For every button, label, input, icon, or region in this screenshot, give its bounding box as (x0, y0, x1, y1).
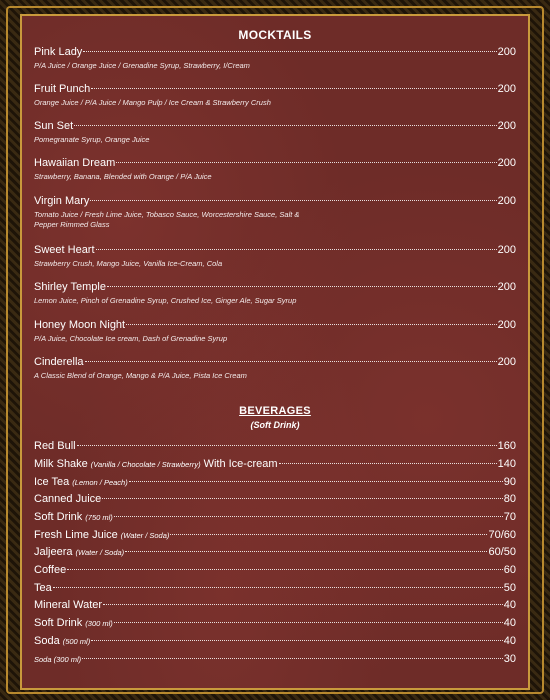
item-note: (Water / Soda) (75, 548, 125, 557)
item-name: Shirley Temple (34, 281, 106, 293)
item-note: (Lemon / Peach) (72, 478, 128, 487)
beverage-item (34, 493, 516, 505)
beverage-item (34, 458, 516, 470)
beverage-item (34, 635, 516, 647)
dot-leader (96, 249, 497, 250)
dot-leader (129, 481, 503, 482)
dot-leader (90, 200, 496, 201)
mocktail-item (34, 195, 516, 207)
mocktail-item (34, 157, 516, 169)
item-name: Sweet Heart (34, 244, 95, 256)
dot-leader (102, 498, 502, 499)
dot-leader (53, 587, 503, 588)
dot-leader (85, 361, 497, 362)
item-price: 200 (497, 244, 516, 256)
item-name: Red Bull (34, 440, 76, 452)
item-note: (Water / Soda) (120, 531, 170, 540)
item-description: Tomato Juice / Fresh Lime Juice, Tobasco Sauce, Worcestershire Sauce, Salt & Pepper Rimmed Glass (34, 210, 300, 229)
item-description: Lemon Juice, Pinch of Grenadine Syrup, Crushed Ice, Ginger Ale, Sugar Syrup (34, 296, 297, 305)
item-price: 200 (497, 195, 516, 207)
beverage-item (34, 529, 516, 541)
dot-leader (83, 51, 496, 52)
dot-leader (77, 445, 497, 446)
item-name: Soda (34, 635, 60, 647)
item-name: Hawaiian Dream (34, 157, 116, 169)
item-price: 200 (497, 281, 516, 293)
mocktails-title: MOCKTAILS (238, 28, 312, 42)
item-note: Soda (300 ml) (34, 655, 82, 664)
item-name: Soft Drink (34, 511, 83, 523)
item-price: 60 (503, 564, 516, 576)
item-price: 60/50 (488, 546, 516, 558)
item-price: 40 (503, 635, 516, 647)
item-description: Strawberry, Banana, Blended with Orange / P/A Juice (34, 172, 212, 181)
item-price: 30 (503, 653, 516, 665)
item-name: Jaljeera (34, 546, 73, 558)
item-name: Pink Lady (34, 46, 83, 58)
item-name: Fruit Punch (34, 83, 91, 95)
beverage-item (34, 582, 516, 594)
beverage-item (34, 653, 516, 665)
item-description: A Classic Blend of Orange, Mango & P/A Juice, Pista Ice Cream (34, 371, 247, 380)
item-price: 200 (497, 46, 516, 58)
mocktail-item (34, 244, 516, 256)
item-price: 90 (503, 476, 516, 488)
beverage-item (34, 564, 516, 576)
item-description: Pomegranate Syrup, Orange Juice (34, 135, 150, 144)
item-price: 200 (497, 157, 516, 169)
item-name: Canned Juice (34, 493, 102, 505)
beverage-item (34, 476, 516, 488)
item-description: P/A Juice, Chocolate Ice cream, Dash of Grenadine Syrup (34, 334, 228, 343)
beverages-title: BEVERAGES (239, 405, 311, 417)
item-name: Honey Moon Night (34, 319, 126, 331)
dot-leader (82, 658, 503, 659)
dot-leader (114, 622, 503, 623)
item-price: 200 (497, 319, 516, 331)
dot-leader (170, 534, 487, 535)
mocktail-item (34, 46, 516, 58)
item-name: Virgin Mary (34, 195, 90, 207)
dot-leader (114, 516, 503, 517)
item-price: 80 (503, 493, 516, 505)
item-price: 160 (497, 440, 516, 452)
item-name: Sun Set (34, 120, 74, 132)
item-price: 40 (503, 617, 516, 629)
dot-leader (279, 463, 497, 464)
dot-leader (116, 162, 496, 163)
item-name: Milk Shake (34, 458, 88, 470)
dot-leader (74, 125, 497, 126)
item-description: Strawberry Crush, Mango Juice, Vanilla Ice-Cream, Cola (34, 259, 223, 268)
item-note: (500 ml) (62, 637, 91, 646)
mocktail-item (34, 281, 516, 293)
item-name: Fresh Lime Juice (34, 529, 118, 541)
item-name-suffix: With Ice-cream (203, 458, 278, 470)
beverage-item (34, 617, 516, 629)
item-name: Mineral Water (34, 599, 103, 611)
dot-leader (103, 604, 503, 605)
item-price: 200 (497, 356, 516, 368)
mocktail-item (34, 83, 516, 95)
dot-leader (125, 551, 487, 552)
mocktail-item (34, 120, 516, 132)
mocktail-item (34, 356, 516, 368)
beverage-item (34, 440, 516, 452)
beverage-item (34, 599, 516, 611)
dot-leader (107, 286, 497, 287)
item-price: 70 (503, 511, 516, 523)
item-price: 200 (497, 120, 516, 132)
item-name: Coffee (34, 564, 67, 576)
beverage-item (34, 546, 516, 558)
dot-leader (91, 88, 496, 89)
item-name: Ice Tea (34, 476, 70, 488)
item-note: (Vanilla / Chocolate / Strawberry) (90, 460, 201, 469)
item-note: (750 ml) (85, 513, 113, 522)
item-name: Soft Drink (34, 617, 83, 629)
item-price: 50 (503, 582, 516, 594)
item-note: (300 ml) (85, 619, 113, 628)
mocktail-item (34, 319, 516, 331)
item-price: 40 (503, 599, 516, 611)
menu-panel (20, 14, 530, 690)
item-price: 140 (497, 458, 516, 470)
dot-leader (126, 324, 497, 325)
item-name: Tea (34, 582, 52, 594)
dot-leader (67, 569, 503, 570)
item-name: Cinderella (34, 356, 84, 368)
item-description: P/A Juice / Orange Juice / Grenadine Syrup, Strawberry, I/Cream (34, 61, 250, 70)
dot-leader (91, 640, 503, 641)
item-price: 70/60 (488, 529, 516, 541)
item-description: Orange Juice / P/A Juice / Mango Pulp / Ice Cream & Strawberry Crush (34, 98, 271, 107)
item-price: 200 (497, 83, 516, 95)
beverage-item (34, 511, 516, 523)
beverages-subtitle: (Soft Drink) (250, 420, 300, 430)
